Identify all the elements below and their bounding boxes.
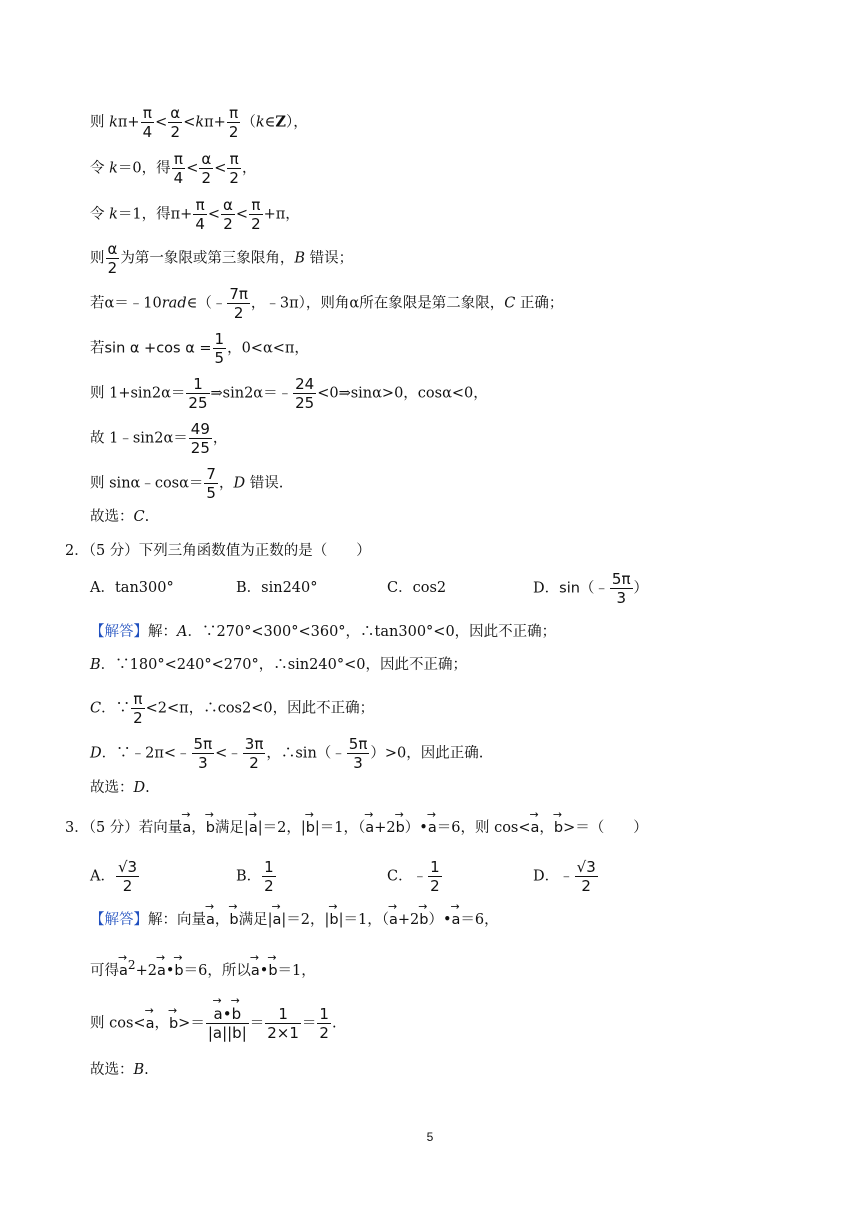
option-a: A．tan300° — [90, 580, 174, 596]
solution-3-line-3: 则 cos<→ a，→ b>＝ → $\frac{a•\to b}{|a||b|}$ ＝ $\frac{1}{2\times 1}$ ＝ $\frac{1}{2}$ . — [90, 1005, 337, 1042]
solution-line: 则 1+sin2α＝ $\frac{1}{25}$ ⇒sin2α＝﹣ $\frac{24}{25}$ <0⇒sinα>0，cosα<0， — [90, 375, 488, 412]
option-c: C．﹣ $\frac{1}{2}$ — [387, 858, 440, 895]
question-2-stem: 2．（5 分）下列三角函数值为正数的是（ ） — [65, 543, 371, 559]
question-3-stem: 3．（5 分）若向量→ a，→ b满足|→ a|＝2，|→ b|＝1，（→ a+2→ b）•→ a＝6，则 cos<→ a，→ b>＝（ ） — [65, 818, 648, 838]
solution-line: 令 k＝1，得π+ $\frac{\pi}{4}$ < $\frac{\alpha}{2}$ < $\frac{\pi}{2}$ +π， — [90, 196, 300, 233]
option-d: D．sin（﹣ $\frac{5\pi}{3}$ ） — [533, 570, 648, 607]
solution-2-line-1: 【解答】解：A．∵270°<300°<360°，∴tan300°<0，因此不正确； — [90, 624, 557, 640]
solution-line: 故 1﹣sin2α＝ $\frac{49}{25}$ ， — [90, 420, 228, 457]
option-b: B． $\frac{1}{2}$ — [236, 858, 274, 895]
solution-3-line-2: 可得→ $a^2+2\to$ a•→ b＝6，所以→ a•→ b＝1， — [90, 955, 316, 981]
solution-line: 若sin α +cos α = $\frac{1}{5}$ ，0<α<π， — [90, 330, 309, 367]
solution-line: 若α＝﹣10rad∈（﹣ $\frac{7\pi}{2}$ ，﹣3π），则角α所在象限是第二象限，C 正确； — [90, 285, 564, 322]
solution-2-line-4: D．∵﹣2π<﹣ $\frac{5\pi}{3}$ <﹣ $\frac{3\pi}{2}$ ，∴sin（﹣ $\frac{5\pi}{3}$ ）>0，因此正确. — [90, 735, 484, 772]
option-c: C．cos2 — [387, 580, 447, 596]
solution-2-line-2: B．∵180°<240°<270°，∴sin240°<0，因此不正确； — [90, 657, 467, 673]
solution-line: 令 k＝0，得 $\frac{\pi}{4}$ < $\frac{\alpha}{2}$ < $\frac{\pi}{2}$ ， — [90, 150, 257, 187]
question-3-options — [90, 858, 790, 898]
answer-line: 故选：D. — [90, 780, 150, 796]
solution-line: 则 kπ+ $\frac{\pi}{4}$ < $\frac{\alpha}{2}$ <kπ+ $\frac{\pi}{2}$ （k∈Z）， — [90, 104, 308, 141]
page-number: 5 — [426, 1130, 434, 1144]
solution-2-line-3: C．∵ $\frac{\pi}{2}$ <2<π，∴cos2<0，因此不正确； — [90, 690, 375, 727]
answer-line: 故选：B. — [90, 1062, 149, 1078]
option-b: B．sin240° — [236, 580, 318, 596]
solution-3-line-1: 【解答】解：向量→ a，→ b满足|→ a|＝2，|→ b|＝1，（→ a+2→ b）•→ a＝6， — [90, 910, 499, 930]
answer-line: 故选：C. — [90, 509, 150, 525]
option-d: D．﹣ $\frac{√3}{2}$ — [533, 858, 596, 895]
solution-line: 则 sinα﹣cosα＝ $\frac{7}{5}$ ，D 错误. — [90, 465, 284, 502]
solution-line: 则 $\frac{\alpha}{2}$ 为第一象限或第三象限角，B 错误； — [90, 240, 354, 277]
option-a: A． $\frac{√3}{2}$ — [90, 858, 138, 895]
